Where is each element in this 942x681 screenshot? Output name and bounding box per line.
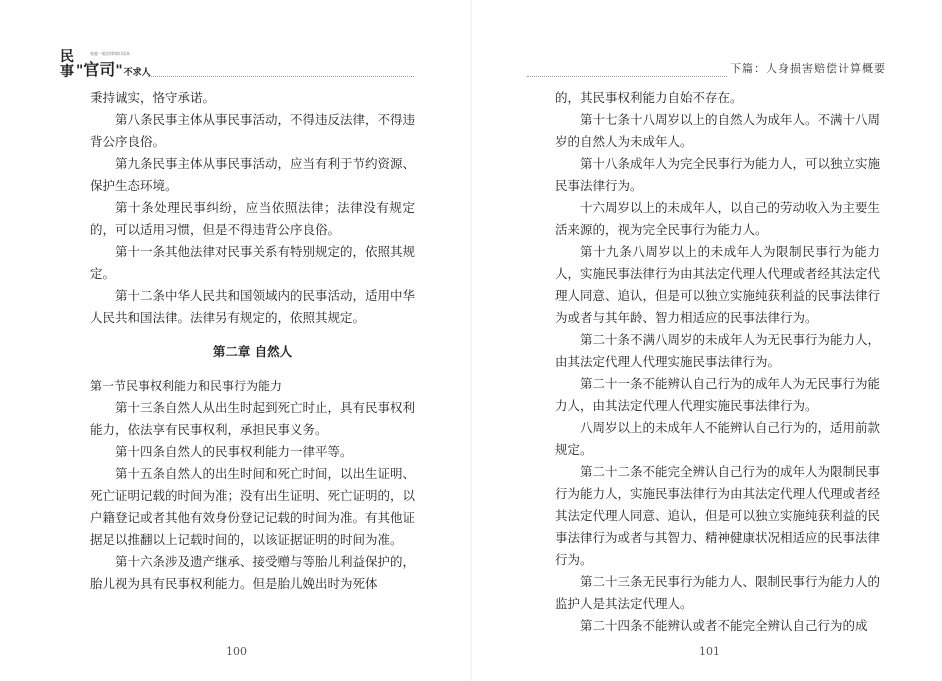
paragraph: 第十八条成年人为完全民事行为能力人，可以独立实施民事法律行为。 — [555, 156, 881, 193]
page-number: 100 — [226, 645, 247, 658]
logo-quote-close: " — [115, 63, 123, 79]
logo-main — [76, 57, 151, 80]
paragraph: 第九条民事主体从事民事活动，应当有利于节约资源、保护生态环境。 — [90, 156, 416, 193]
paragraph: 八周岁以上的未成年人不能辨认自己行为的，适用前款规定。 — [555, 420, 881, 457]
paragraph: 第十七条十八周岁以上的自然人为成年人。不满十八周岁的自然人为未成年人。 — [555, 112, 881, 149]
paragraph: 第二十一条不能辨认自己行为的成年人为无民事行为能力人，由其法定代理人代理实施民事法律行为。 — [555, 376, 881, 413]
page-number: 101 — [699, 645, 720, 658]
paragraph: 第十三条自然人从出生时起到死亡时止，具有民事权利能力，依法享有民事权利，承担民事义务。 — [90, 400, 416, 437]
logo-guansi: 官司 — [83, 60, 116, 79]
logo-char-min: 民 — [60, 49, 74, 65]
paragraph: 第十九条八周岁以上的未成年人为限制民事行为能力人，实施民事法律行为由其法定代理人代理或者经其法定代理人同意、追认，但是可以独立实施纯获利益的民事法律行为或者与其年龄、智力相适应的民事法律行为。 — [555, 244, 881, 325]
paragraph: 第二十二条不能完全辨认自己行为的成年人为限制民事行为能力人，实施民事法律行为由其法定代理人代理或者经其法定代理人同意、追认，但是可以独立实施纯获利益的民事法律行为或者与其智力、精神健康状况相适应的民事法律行为。 — [555, 464, 881, 567]
logo-block — [76, 51, 151, 80]
paragraph: 的，其民事权利能力自始不存在。 — [555, 90, 743, 105]
logo-buqiu: 不求人 — [123, 68, 151, 78]
logo-tagline: 家庭一般法律知识读本 — [90, 51, 130, 56]
header-divider — [527, 76, 727, 77]
paragraph: 第八条民事主体从事民事活动，不得违反法律，不得违背公序良俗。 — [90, 112, 416, 149]
section-title: 第一节民事权利能力和民事行为能力 — [90, 379, 283, 393]
paragraph: 秉持诚实，恪守承诺。 — [90, 90, 216, 105]
book-logo — [60, 44, 151, 80]
chapter-title: 第二章 自然人 — [212, 344, 293, 359]
logo-quote-open: " — [76, 63, 84, 79]
paragraph: 第二十条不满八周岁的未成年人为无民事行为能力人，由其法定代理人代理实施民事法律行为。 — [555, 332, 881, 369]
paragraph: 第十一条其他法律对民事关系有特别规定的，依照其规定。 — [90, 244, 416, 281]
paragraph: 第十二条中华人民共和国领域内的民事活动，适用中华人民共和国法律。法律另有规定的，依照其规定。 — [90, 288, 416, 325]
logo-minshi — [60, 50, 74, 80]
paragraph: 第十四条自然人的民事权利能力一律平等。 — [115, 444, 353, 459]
paragraph: 第二十四条不能辨认或者不能完全辨认自己行为的成 — [580, 618, 868, 633]
paragraph: 第十六条涉及遗产继承、接受赠与等胎儿利益保护的，胎儿视为具有民事权利能力。但是胎儿娩出时为死体 — [90, 554, 416, 591]
logo-char-shi: 事 — [60, 64, 74, 80]
running-header: 下篇：人身损害赔偿计算概要 — [730, 62, 886, 75]
right-page-body — [555, 87, 880, 637]
paragraph: 第十五条自然人的出生时间和死亡时间，以出生证明、死亡证明记载的时间为准；没有出生证明、死亡证明的，以户籍登记或者其他有效身份登记记载的时间为准。有其他证据足以推翻以上记载时间的，以该证据证明的时间为准。 — [90, 466, 416, 547]
left-page-body — [90, 87, 415, 595]
paragraph: 十六周岁以上的未成年人，以自己的劳动收入为主要生活来源的，视为完全民事行为能力人。 — [555, 200, 881, 237]
header-divider — [148, 76, 414, 77]
paragraph: 第二十三条无民事行为能力人、限制民事行为能力人的监护人是其法定代理人。 — [555, 574, 881, 611]
paragraph: 第十条处理民事纠纷，应当依照法律；法律没有规定的，可以适用习惯，但是不得违背公序良俗。 — [90, 200, 415, 237]
right-page — [471, 0, 942, 681]
